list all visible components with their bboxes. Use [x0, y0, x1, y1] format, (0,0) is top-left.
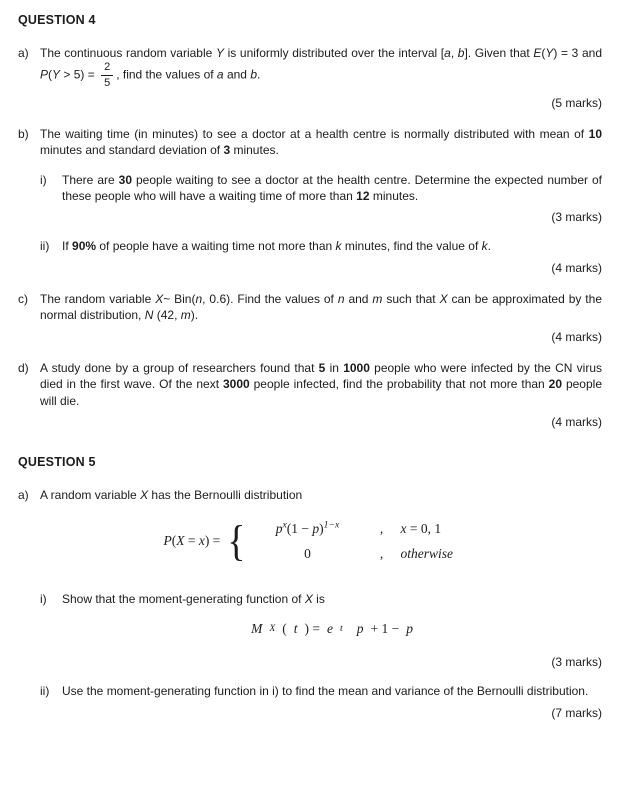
bernoulli-pmf-equation — [40, 517, 602, 566]
q4-part-b-ii — [40, 238, 602, 276]
q4-part-b-label: b) — [18, 126, 29, 141]
q4-part-d — [18, 360, 602, 430]
q4-part-d-label: d) — [18, 361, 29, 376]
q5-part-a-ii-body — [62, 683, 602, 721]
q4-part-b-i-body — [62, 172, 602, 226]
q4-part-d-marks: (4 marks) — [551, 414, 602, 429]
q4-part-d-body — [40, 360, 602, 430]
case-2-expression: 0 — [304, 545, 311, 561]
q4-part-a-label: a) — [18, 46, 29, 60]
q4-part-b-i-marks: (3 marks) — [551, 210, 602, 225]
q5-part-a-body — [40, 487, 602, 721]
q4-part-c — [18, 291, 602, 345]
q4-part-c-text: The random variable X~ Bin(n, 0.6). Find the values of n and m such that X can be approximated by the normal distribution, N (42, m). — [40, 292, 602, 323]
q5-part-a-label: a) — [18, 488, 29, 503]
question-5-title: QUESTION 5 — [18, 455, 96, 470]
case-2-condition: otherwise — [400, 545, 454, 561]
case-1-comma: , — [379, 520, 384, 536]
fraction: $\frac{2}{5}$ — [101, 61, 113, 89]
q5-part-a-i-body — [62, 591, 602, 670]
q5-part-a-text: A random variable X has the Bernoulli distribution — [40, 488, 303, 503]
q4-part-a-body — [40, 45, 602, 111]
q4-part-b — [18, 126, 602, 276]
case-1-expression: $p^x(1 - p)^{1-x}$ — [275, 519, 340, 536]
q4-part-b-ii-marks: (4 marks) — [551, 260, 602, 275]
q4-part-b-ii-body — [62, 238, 602, 276]
q5-part-a-ii-label: ii) — [40, 684, 50, 699]
q4-part-d-text: A study done by a group of researchers found that 5 in 1000 people who were infected by the CN virus died in the first wave. Of the next 3000 people infected, find the probability that not more than 20 people will die. — [40, 361, 602, 408]
cases-brace: { — [227, 517, 246, 566]
q4-part-b-i-text: There are 30 people waiting to see a doctor at the health centre. Determine the expected number of these people who will have a waiting time of more than 12 minutes. — [62, 172, 602, 203]
q4-part-c-marks: (4 marks) — [551, 329, 602, 344]
equation-lhs: P(X = x) = — [163, 533, 221, 549]
q5-part-a-i — [40, 591, 602, 670]
mgf-equation: M X ( t ) = e t p + 1 − p — [251, 620, 413, 636]
question-4-title: QUESTION 4 — [18, 13, 96, 27]
q4-part-b-i — [40, 172, 602, 226]
q4-part-a-marks: (5 marks) — [551, 95, 602, 110]
q4-part-b-intro: The waiting time (in minutes) to see a doctor at a health centre is normally distributed with mean of 10 minutes and standard deviation of 3 minutes. — [40, 126, 602, 158]
q4-part-c-body — [40, 291, 602, 345]
q4-part-a — [18, 45, 602, 111]
q4-part-b-ii-label: ii) — [40, 239, 50, 254]
q5-part-a-ii-text: Use the moment-generating function in i) to find the mean and variance of the Bernoulli distribution. — [62, 684, 589, 699]
q5-part-a-i-text: Show that the moment-generating function of X is — [62, 592, 325, 607]
q5-part-a-i-label: i) — [40, 592, 47, 607]
q5-part-a — [18, 487, 602, 721]
q4-part-b-body — [40, 126, 602, 276]
q5-part-a-ii — [40, 683, 602, 721]
case-2-comma: , — [379, 545, 384, 561]
q5-part-a-i-marks: (3 marks) — [551, 654, 602, 669]
q4-part-b-i-label: i) — [40, 172, 47, 187]
cases-rows — [253, 520, 479, 564]
q4-part-b-ii-text: If 90% of people have a waiting time not more than k minutes, find the value of k. — [62, 239, 491, 254]
q4-part-c-label: c) — [18, 292, 28, 307]
q5-part-a-ii-marks: (7 marks) — [551, 705, 602, 720]
q4-part-a-text: The continuous random variable Y is uniformly distributed over the interval [a, b]. Given that E(Y) = 3 and P(Y > 5) = $\frac{2}{5}$ , find the values of a and b. — [40, 46, 603, 89]
case-1-condition: x = 0, 1 — [400, 520, 442, 536]
